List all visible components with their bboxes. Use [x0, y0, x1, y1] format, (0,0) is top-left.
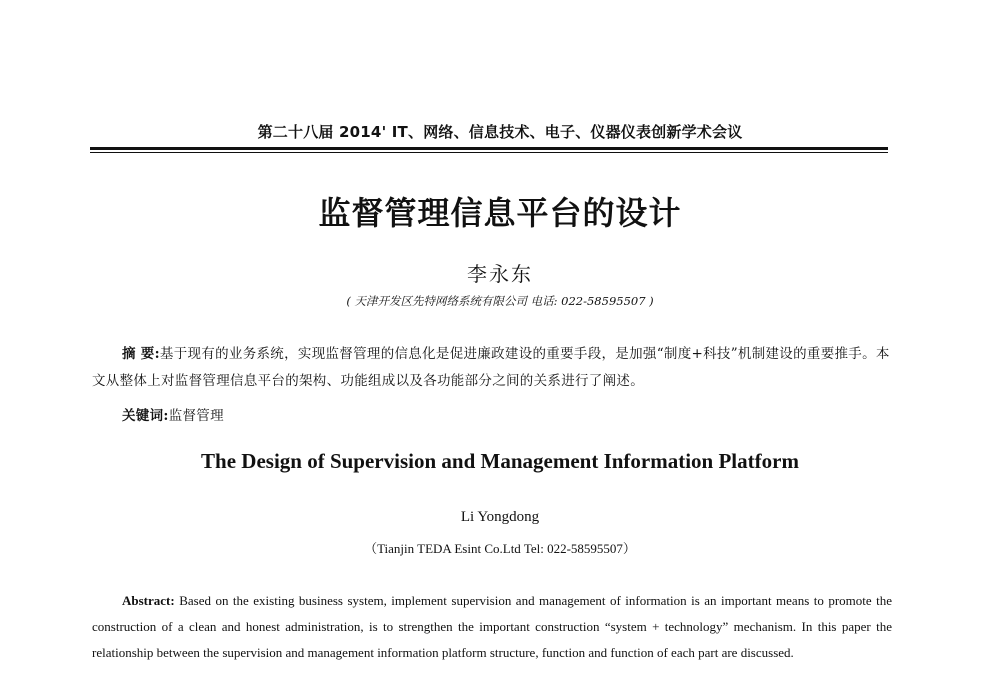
chinese-keywords-text: 监督管理	[168, 408, 224, 424]
english-title: The Design of Supervision and Management Information Platform	[201, 449, 799, 473]
header-rule-thick	[90, 147, 888, 150]
english-author: Li Yongdong	[460, 509, 540, 525]
english-abstract	[92, 588, 892, 666]
english-abstract-label: Abstract:	[122, 593, 175, 608]
chinese-abstract-text: 基于现有的业务系统，实现监督管理的信息化是促进廉政建设的重要手段，是加强“制度+科技”机制建设的重要推手。本文从整体上对监督管理信息平台的架构、功能组成以及各功能部分之间的关系进行了阐述。	[92, 346, 890, 389]
chinese-title: 监督管理信息平台的设计	[318, 194, 682, 232]
chinese-affiliation: ( 天津开发区先特网络系统有限公司 电话: 022-58595507 )	[346, 294, 654, 308]
chinese-abstract	[92, 341, 892, 395]
chinese-author: 李永东	[467, 262, 533, 286]
chinese-abstract-label: 摘 要:	[122, 346, 160, 362]
english-affiliation: （Tianjin TEDA Esint Co.Ltd Tel: 022-58595507）	[364, 541, 636, 556]
chinese-keywords-label: 关键词:	[122, 408, 169, 424]
conference-header: 第二十八届 2014' IT、网络、信息技术、电子、仪器仪表创新学术会议	[257, 123, 743, 141]
header-rule-thin	[90, 152, 888, 153]
english-abstract-text: Based on the existing business system, implement supervision and management of information is an important means to promote the construction of a clean and honest administration, is to strengthen the important construction “system + technology” mechanism. In this paper the relationship between the supervision and management information platform structure, function and function of each part are discussed.	[92, 593, 893, 660]
chinese-keywords	[122, 403, 892, 430]
